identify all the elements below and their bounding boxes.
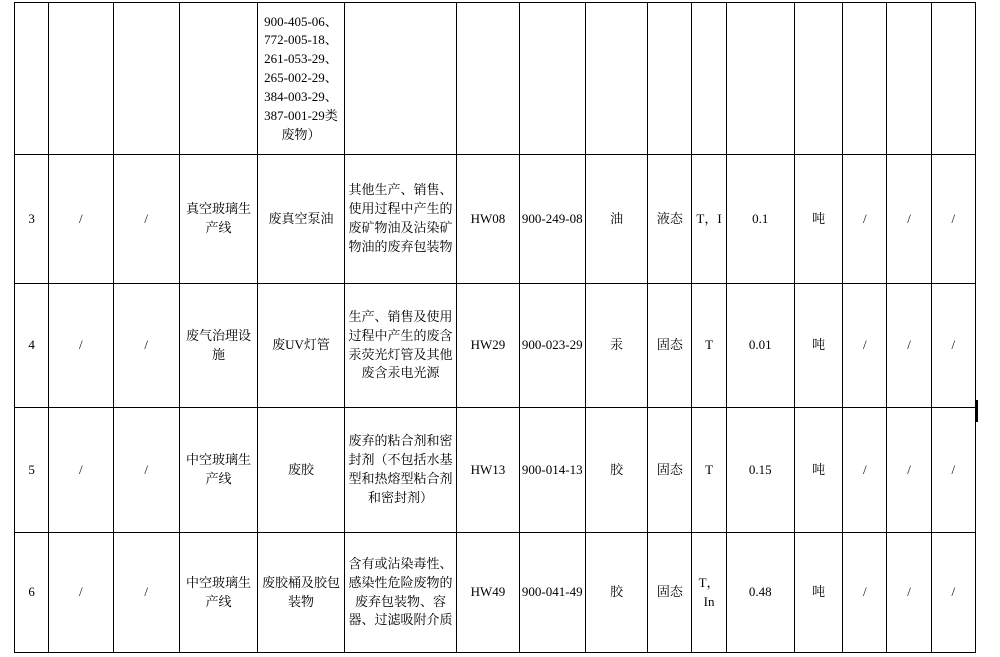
cell-col15 xyxy=(931,3,975,155)
cell-序号: 5 xyxy=(15,408,49,533)
cell-形态: 液态 xyxy=(648,155,692,284)
cell-废物名称: 废胶桶及胶包装物 xyxy=(258,533,344,653)
cell-col14: / xyxy=(887,155,931,284)
cell-废物描述: 其他生产、销售、使用过程中产生的废矿物油及沾染矿物油的废弃包装物 xyxy=(344,155,457,284)
cell-危险特性: T，I xyxy=(692,155,726,284)
cell-产生环节: 废气治理设施 xyxy=(179,284,257,408)
cell-废物代码: 900-041-49 xyxy=(519,533,585,653)
cell-col14: / xyxy=(887,284,931,408)
cell-col2: / xyxy=(113,408,179,533)
cell-废物类别: HW29 xyxy=(457,284,519,408)
cell-主要成分: 汞 xyxy=(585,284,647,408)
cell-废物描述: 生产、销售及使用过程中产生的废含汞荧光灯管及其他废含汞电光源 xyxy=(344,284,457,408)
cell-形态: 固态 xyxy=(648,533,692,653)
table-row xyxy=(15,408,976,533)
cell-废物名称: 废UV灯管 xyxy=(258,284,344,408)
cell-危险特性 xyxy=(692,3,726,155)
cell-产生量: 0.01 xyxy=(726,284,794,408)
cell-形态 xyxy=(648,3,692,155)
cell-序号 xyxy=(15,3,49,155)
table-row xyxy=(15,533,976,653)
cell-废物名称: 废真空泵油 xyxy=(258,155,344,284)
cell-废物类别 xyxy=(457,3,519,155)
cell-序号: 3 xyxy=(15,155,49,284)
cell-产生环节: 中空玻璃生产线 xyxy=(179,533,257,653)
cell-单位: 吨 xyxy=(794,533,842,653)
cell-产生量: 0.15 xyxy=(726,408,794,533)
cell-col13: / xyxy=(843,284,887,408)
cell-col13: / xyxy=(843,155,887,284)
cell-col2: / xyxy=(113,533,179,653)
text-cursor-marker xyxy=(976,400,978,422)
cell-col15: / xyxy=(931,155,975,284)
cell-col14: / xyxy=(887,533,931,653)
cell-主要成分 xyxy=(585,3,647,155)
cell-col15: / xyxy=(931,533,975,653)
cell-col1: / xyxy=(49,408,113,533)
cell-危险特性: T，In xyxy=(692,533,726,653)
cell-废物代码 xyxy=(519,3,585,155)
cell-单位: 吨 xyxy=(794,155,842,284)
cell-col13: / xyxy=(843,533,887,653)
cell-废物代码: 900-249-08 xyxy=(519,155,585,284)
cell-产生量 xyxy=(726,3,794,155)
cell-废物描述: 含有或沾染毒性、感染性危险废物的废弃包装物、容器、过滤吸附介质 xyxy=(344,533,457,653)
cell-产生环节: 真空玻璃生产线 xyxy=(179,155,257,284)
cell-col15: / xyxy=(931,284,975,408)
cell-col1: / xyxy=(49,284,113,408)
cell-废物类别: HW08 xyxy=(457,155,519,284)
cell-废物描述 xyxy=(344,3,457,155)
hazardous-waste-table xyxy=(14,2,976,653)
cell-col15: / xyxy=(931,408,975,533)
cell-col1: / xyxy=(49,533,113,653)
cell-单位 xyxy=(794,3,842,155)
cell-产生环节 xyxy=(179,3,257,155)
cell-形态: 固态 xyxy=(648,284,692,408)
table-row xyxy=(15,3,976,155)
table-row xyxy=(15,284,976,408)
cell-主要成分: 胶 xyxy=(585,408,647,533)
cell-废物描述: 废弃的粘合剂和密封剂（不包括水基型和热熔型粘合剂和密封剂） xyxy=(344,408,457,533)
document-page xyxy=(0,2,1000,657)
cell-单位: 吨 xyxy=(794,408,842,533)
table-row xyxy=(15,155,976,284)
cell-col2: / xyxy=(113,284,179,408)
cell-危险特性: T xyxy=(692,284,726,408)
cell-产生量: 0.48 xyxy=(726,533,794,653)
cell-废物代码: 900-014-13 xyxy=(519,408,585,533)
cell-单位: 吨 xyxy=(794,284,842,408)
cell-col2: / xyxy=(113,155,179,284)
cell-主要成分: 胶 xyxy=(585,533,647,653)
cell-col13: / xyxy=(843,408,887,533)
cell-col2 xyxy=(113,3,179,155)
cell-序号: 4 xyxy=(15,284,49,408)
cell-危险特性: T xyxy=(692,408,726,533)
cell-col13 xyxy=(843,3,887,155)
cell-形态: 固态 xyxy=(648,408,692,533)
cell-废物类别: HW49 xyxy=(457,533,519,653)
cell-废物类别: HW13 xyxy=(457,408,519,533)
cell-主要成分: 油 xyxy=(585,155,647,284)
cell-col1: / xyxy=(49,155,113,284)
cell-col14 xyxy=(887,3,931,155)
cell-产生量: 0.1 xyxy=(726,155,794,284)
cell-废物代码: 900-023-29 xyxy=(519,284,585,408)
cell-col14: / xyxy=(887,408,931,533)
cell-col1 xyxy=(49,3,113,155)
cell-废物名称: 废胶 xyxy=(258,408,344,533)
cell-序号: 6 xyxy=(15,533,49,653)
cell-废物代码说明: 900-405-06、772-005-18、261-053-29、265-002-29、384-003-29、387-001-29类废物） xyxy=(258,3,344,155)
cell-产生环节: 中空玻璃生产线 xyxy=(179,408,257,533)
